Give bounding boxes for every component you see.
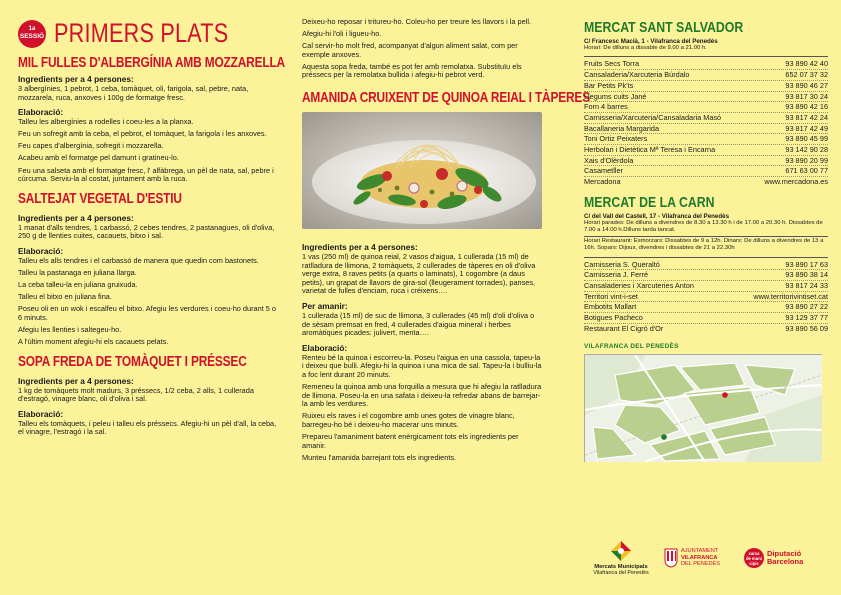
shop-name: Casametller — [584, 166, 623, 176]
shop-name: Territori vint-i-set — [584, 291, 638, 301]
shop-website-link[interactable]: www.territorivintiset.cat — [753, 291, 828, 301]
restaurant-hours: Horari Restaurant: Esmorzars: Dissabtes de 9 a 12h. Dinars: De dilluns a divendres de 13 a 16h. Sopars: Dijous, divendres i dissabtes de 21 a 22.30h — [584, 238, 824, 252]
logo-diputacio — [744, 548, 830, 568]
divider — [584, 56, 828, 57]
session-badge — [18, 20, 46, 48]
shop-phone: 93 817 42 24 — [785, 112, 828, 122]
footer-logos — [584, 540, 828, 580]
step: Acabeu amb el formatge pel damunt i gratineu-lo. — [18, 153, 179, 163]
step: Talleu les albergínies a rodelles i coeu-les a la planxa. — [18, 117, 194, 127]
shop-name: Carnisseria J. Ferré — [584, 270, 649, 280]
ingredients-text: 1 vas (250 ml) de quinoa reial, 2 vasos d'aigua, 1 cullerada (15 ml) de ratlladura de llimona, 2 tomàquets, 2 cullerades de tàperes en oli d'oliva verge extra, 8 raves petits (a quarts o laminats), 1 cogombre (a daus petits), un grapat de llavors de gira-sol (lleugerament torrades), panses, varietat de fulles d'enciam, ruca i créixens…. — [302, 252, 536, 296]
shop-phone: 93 890 42 40 — [785, 59, 828, 69]
column-3 — [584, 0, 828, 595]
shop-name: Toni Ortiz Peixaters — [584, 134, 648, 144]
ajuntament-line: AJUNTAMENT — [681, 548, 719, 555]
shop-phone: 93 890 46 27 — [785, 80, 828, 90]
shop-name: Mercadona — [584, 177, 621, 187]
shop-name: Carnisseria S. Queraltó — [584, 259, 660, 269]
session-badge-number: 1a — [28, 26, 36, 32]
recipe-title: AMANIDA CRUIXENT DE QUINOA REIAL I TÀPERES — [302, 90, 590, 107]
step: Renteu bé la quinoa i escorreu-la. Poseu l'aigua en una cassola, tapeu-la i deixeu que bulli. Afegiu-hi la quinoa i una mica de sal. Tapeu-la i bulliu-la a foc lent durant 20 minuts. — [302, 352, 542, 379]
ingredients-heading: Ingredients per a 4 persones: — [18, 74, 134, 84]
shop-row — [584, 281, 828, 292]
step: Feu una salseta amb el formatge fresc, l' alfàbrega, un pèl de nata, sal, pebre i cúrcuma. Serviu-la al costat, juntament amb la ruca. — [18, 165, 274, 184]
shop-name: Llegums cuits Jané — [584, 91, 647, 101]
shop-row — [584, 302, 828, 313]
step: Talleu els tomàquets, i peleu i talleu els préssecs. Afegiu-hi un pèl d'all, la ceba, el vinagre, l'estragó i la sal. — [18, 418, 277, 437]
map-section — [584, 343, 828, 462]
logo-mercats-municipals — [582, 540, 660, 577]
step: Talleu els alls tendres i el carbassó de manera que quedin com bastonets. — [18, 255, 259, 265]
shop-name: Bar Petits Pk'ts — [584, 80, 634, 90]
market-address: C/ del Vall del Castell, 17 - Vilafranca del Penedès — [584, 212, 730, 220]
recipe-title: SOPA FREDA DE TOMÀQUET I PRÉSSEC — [18, 353, 247, 370]
ingredients-heading: Ingredients per a 4 persones: — [302, 242, 418, 253]
step: Afegiu-hi l'oli i ligueu-ho. — [302, 29, 382, 39]
diputacio-line: Barcelona — [767, 557, 804, 566]
shop-phone: 93 890 27 22 — [785, 302, 828, 312]
map-pin-mercat-carn — [722, 393, 728, 399]
page-title: PRIMERS PLATS — [54, 18, 229, 48]
shop-row — [584, 260, 828, 271]
shop-phone: 93 890 38 14 — [785, 270, 828, 280]
dressing-heading: Per amanir: — [302, 301, 348, 312]
session-badge-word: SESSIÓ — [19, 33, 45, 40]
shop-row — [584, 59, 828, 70]
shop-name: Embotits Mallart — [584, 302, 637, 312]
ingredients-text: 3 albergínies, 1 pebrot, 1 ceba, tomàquet, oli, farigola, sal, pebre, nata, mozzarela, ruca, anxoves i 100g de formatge fresc. — [18, 84, 249, 102]
diputacio-text-block — [767, 550, 803, 567]
ingredients-heading: Ingredients per a 4 persones: — [18, 212, 134, 223]
shop-phone: 93 817 30 24 — [785, 91, 828, 101]
shop-phone: 671 63 00 77 — [785, 166, 828, 176]
divider — [584, 257, 828, 258]
shop-name: Restaurant El Cigró d'Or — [584, 323, 664, 333]
town-map — [584, 354, 822, 462]
step: Cal servir-ho molt fred, acompanyat d'algun aliment salat, com per exemple anxoves. — [302, 41, 518, 59]
town-map-illustration — [585, 355, 822, 462]
market-de-la-carn — [584, 195, 828, 334]
dressing-text: 1 cullerada (15 ml) de suc de llimona, 3 cullerades (45 ml) d'oli d'oliva o de sèsam premsat en fred, 4 cullerades d'aigua mineral i herbes aromàtiques picades: julivert, menta…. — [302, 311, 535, 338]
shop-row — [584, 177, 828, 187]
shop-name: Fruits Secs Torra — [584, 59, 640, 69]
shop-name: Carnisseria/Xarcuteria/Cansaladaria Masó — [584, 112, 722, 122]
shop-row — [584, 81, 828, 92]
shop-name: Xais d'Olèrdola — [584, 155, 634, 165]
step: Deixeu-ho reposar i tritureu-ho. Coleu-ho per treure les llavors i la pell. — [302, 17, 531, 26]
shop-name: Cansaladeria/Xarcuteria Búrdalo — [584, 70, 690, 80]
shop-phone: 93 890 42 16 — [785, 102, 828, 112]
map-pin-mercat-sant-salvador — [661, 435, 667, 441]
market-hours: Horari: De dilluns a dissabte de 9.00 a 21.00 h. — [584, 45, 707, 52]
recipe-mil-fulles — [18, 55, 285, 184]
logo-ajuntament — [664, 548, 744, 568]
step: Feu un sofregit amb la ceba, el pebrot, el tomàquet, la farigola i les anxoves. — [18, 129, 267, 139]
recipe-sopa-freda — [18, 354, 281, 437]
mercats-logo-icon — [610, 540, 632, 562]
step: Talleu la pastanaga en juliana llarga. — [18, 268, 137, 278]
ingredients-heading: Ingredients per a 4 persones: — [18, 375, 134, 386]
diputacio-line: Diputació — [767, 548, 802, 558]
shop-row — [584, 134, 828, 145]
shop-name: Bacallaneria Margarida — [584, 123, 660, 133]
column-1 — [18, 0, 285, 595]
shop-row — [584, 166, 828, 177]
recipe-amanida-quinoa — [302, 90, 590, 462]
step: A l'últim moment afegiu-hi els cacauets pelats. — [18, 337, 169, 347]
step: Munteu l'amanida barrejant tots els ingredients. — [302, 452, 457, 462]
ingredients-text: 1 manat d'alls tendres, 1 carbassó, 2 cebes tendres, 2 pastanagues, oli d'oliva, 250 g de llenties cuites, cacauets, bitxo i sal. — [18, 222, 275, 241]
ajuntament-shield-icon — [664, 548, 678, 568]
step: Feu capes d'albergínia, sofregit i mozzarella. — [18, 141, 164, 151]
market-title: MERCAT DE LA CARN — [584, 193, 715, 211]
ingredients-text: 1 kg de tomàquets molt madurs, 3 préssecs, 1/2 ceba, 2 alls, 1 cullerada d'estragó, vinagre blanc, oli d'oliva i sal. — [18, 385, 254, 404]
shop-list — [584, 260, 828, 334]
shop-phone: 93 890 20 99 — [785, 155, 828, 165]
shop-website-link[interactable]: www.mercadona.es — [764, 177, 828, 187]
step: La ceba talleu-la en juliana gruixuda. — [18, 280, 138, 290]
shop-row — [584, 70, 828, 81]
logo-mercats-text: Mercats Municipals — [594, 564, 648, 571]
shop-name: Herbolari i Dietètica Mª Teresa i Encarna — [584, 145, 716, 155]
steps-heading: Elaboració: — [18, 107, 64, 118]
shop-phone: 93 142 90 28 — [785, 145, 828, 155]
step: Prepareu l'amaniment batent enèrgicament tots els ingredients per amanir. — [302, 432, 519, 450]
logo-mercats-subtext: Vilafranca del Penedès — [593, 570, 649, 577]
step: Remeneu la quinoa amb una forquilla a mesura que hi afegiu la ratlladura de llimona. Poseu-la en una safata i deixeu-la refredar abans de barrejar-la amb les verdures. — [302, 382, 542, 409]
salad-photo — [302, 112, 542, 229]
shop-row — [584, 270, 828, 281]
ajuntament-text-block — [681, 548, 720, 567]
ajuntament-line: VILAFRANCA — [681, 554, 718, 561]
shop-name: Botigues Pacheco — [584, 313, 643, 323]
salad-photo-illustration — [302, 112, 542, 229]
steps-heading: Elaboració: — [18, 408, 64, 419]
diputacio-badge — [744, 548, 764, 568]
shop-name: Cansaladeries i Xarcuteries Anton — [584, 280, 694, 290]
market-title: MERCAT SANT SALVADOR — [584, 19, 744, 36]
shop-row — [584, 102, 828, 113]
market-hours: Horari parades: De dilluns a divendres de 8.30 a 13.30 h i de 17.00 a 20.30 h. Dissabtes de 7.00 a 14.00 h.Dilluns tarda tancat. — [584, 220, 823, 234]
shop-row — [584, 113, 828, 124]
ajuntament-line: DEL PENEDÈS — [681, 561, 720, 568]
steps-heading: Elaboració: — [302, 342, 348, 353]
shop-list — [584, 59, 828, 186]
step: Talleu el bitxo en juliana fina. — [18, 292, 112, 302]
shop-row — [584, 313, 828, 324]
step: Ruixeu els raves i el cogombre amb unes gotes de vinagre blanc, barregeu-ho bé i deixeu-ho macerar uns minuts. — [302, 411, 515, 429]
step: Poseu oli en un wok i escalfeu el bitxo. Afegiu les verdures i coeu-ho durant 5 o 6 minuts. — [18, 304, 277, 322]
shop-phone: 93 890 45 99 — [785, 134, 828, 144]
shop-name: Forn 4 barres — [584, 102, 628, 112]
shop-phone: 93 890 17 63 — [785, 259, 828, 269]
map-label: VILAFRANCA DEL PENEDÈS — [584, 343, 679, 351]
shop-row — [584, 124, 828, 135]
recipe-title: MIL FULLES D'ALBERGÍNIA AMB MOZZARELLA — [18, 55, 285, 71]
steps-heading: Elaboració: — [18, 245, 64, 256]
step: Aquesta sopa freda, també es pot fer amb remolatxa. Substituïu els préssecs per la remolatxa bullida i afegiu-hi pebrot verd. — [302, 61, 522, 80]
shop-row — [584, 292, 828, 303]
diputacio-badge-line: cipis — [749, 561, 759, 566]
diputacio-badge-line: de muni — [745, 556, 763, 561]
shop-phone: 93 890 56 09 — [785, 323, 828, 333]
diputacio-badge-line: xarxa — [748, 551, 760, 556]
recipe-saltejat — [18, 191, 281, 347]
shop-row — [584, 156, 828, 167]
shop-phone: 93 817 42 49 — [785, 123, 828, 133]
column-2 — [302, 0, 590, 595]
shop-row — [584, 145, 828, 156]
shop-phone: 93 129 37 77 — [785, 313, 828, 323]
shop-row — [584, 324, 828, 334]
shop-phone: 652 07 37 32 — [785, 70, 828, 80]
market-address: C/ Francesc Macià, 1 - Vilafranca del Penedès — [584, 38, 718, 45]
recipe-sopa-freda-continued — [302, 18, 542, 80]
recipe-title: SALTEJAT VEGETAL D'ESTIU — [18, 190, 182, 207]
shop-phone: 93 817 24 33 — [785, 280, 828, 290]
shop-row — [584, 92, 828, 103]
step: Afegiu les llenties i saltegeu-ho. — [18, 325, 122, 334]
market-sant-salvador — [584, 20, 828, 187]
divider — [584, 236, 828, 237]
